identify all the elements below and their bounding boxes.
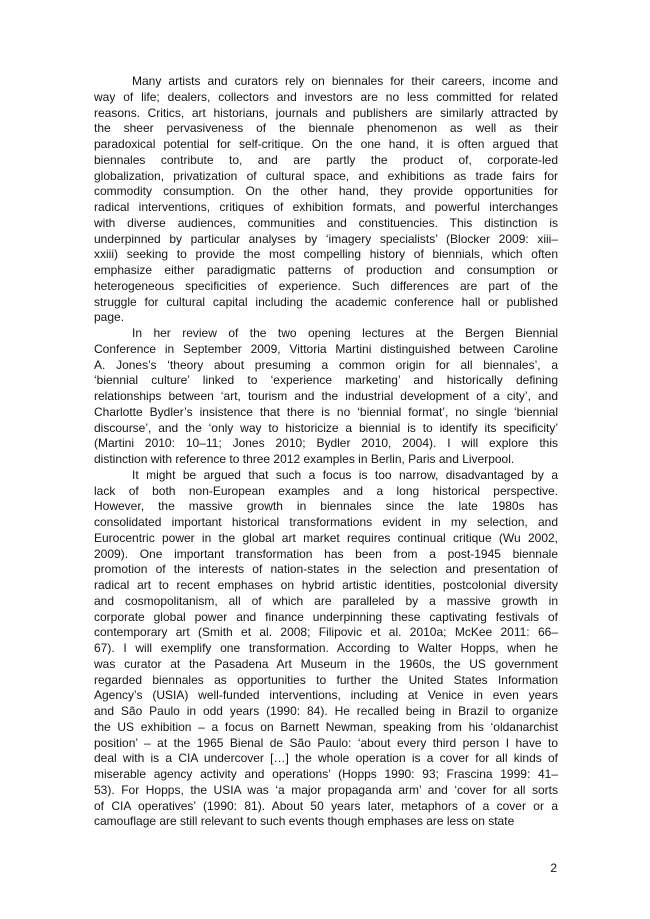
text-line: camouflage are still relevant to such events though emphases are less on state <box>94 814 515 829</box>
paragraph <box>94 468 558 830</box>
text-line: corporate global power and finance underpinning these captivating festivals of <box>94 609 558 624</box>
text-line: was curator at the Pasadena Art Museum in the 1960s, the US government <box>94 656 558 671</box>
text-line: paradoxical potential for self-critique. On the one hand, it is often argued that <box>94 137 558 151</box>
page-text-block <box>94 74 558 830</box>
text-line: page. <box>94 310 125 325</box>
text-line: (Martini 2010: 10–11; Jones 2010; Bydler 2010, 2004). I will explore this <box>94 436 558 451</box>
text-line: and cosmopolitanism, all of which are paralleled by a massive growth in <box>94 593 558 608</box>
text-line: radical art to recent emphases on hybrid artistic identities, postcolonial diversity <box>94 578 558 592</box>
text-line: position’ – at the 1965 Bienal de São Paulo: ‘about every third person I have to <box>94 735 558 750</box>
text-line: discourse’, and the ‘only way to historicize a biennial is to identify its specificity’ <box>94 420 558 435</box>
text-line: Charlotte Bydler’s insistence that there is no ‘biennial format’, no single ‘biennial <box>94 404 558 419</box>
text-line: the US exhibition – a focus on Barnett Newman, speaking from his ‘oldanarchist <box>94 719 558 734</box>
text-line: with diverse audiences, communities and constituencies. This distinction is <box>94 215 558 230</box>
text-line: Conference in September 2009, Vittoria Martini distinguished between Caroline <box>94 341 558 356</box>
text-line: globalization, privatization of cultural space, and exhibitions as trade fairs for <box>94 168 558 183</box>
text-line: It might be argued that such a focus is too narrow, disadvantaged by a <box>132 467 558 482</box>
text-line: heterogeneous specificities of experience. Such differences are part of the <box>94 278 558 293</box>
text-line: promotion of the interests of nation-states in the selection and presentation of <box>94 562 558 577</box>
text-line: regarded biennales as opportunities to further the United States Information <box>94 672 558 687</box>
text-line: Agency’s (USIA) well-funded interventions, including at Venice in even years <box>94 688 558 703</box>
text-line: However, the massive growth in biennales since the late 1980s has <box>94 499 558 514</box>
text-line: Many artists and curators rely on biennales for their careers, income and <box>132 74 558 88</box>
text-line: emphasize either paradigmatic patterns of production and consumption or <box>94 263 558 277</box>
text-line: way of life; dealers, collectors and investors are no less committed for related <box>94 89 558 104</box>
text-line: lack of both non-European examples and a long historical perspective. <box>94 483 558 498</box>
text-line: deal with is a CIA undercover […] the whole operation is a cover for all kinds of <box>94 751 558 766</box>
text-line: struggle for cultural capital including the academic conference hall or published <box>94 294 558 309</box>
text-line: In her review of the two opening lectures at the Bergen Biennial <box>132 326 558 340</box>
text-line: biennales contribute to, and are partly the product of, corporate-led <box>94 152 558 167</box>
text-line: relationships between ‘art, tourism and the industrial development of a city’, and <box>94 389 558 403</box>
text-line: consolidated important historical transformations evident in my selection, and <box>94 515 558 529</box>
paragraph <box>94 74 558 326</box>
text-line: of CIA operatives’ (1990: 81). About 50 years later, metaphors of a cover or a <box>94 798 558 813</box>
text-line: underpinned by particular analyses by ‘imagery specialists’ (Blocker 2009: xiii– <box>94 231 558 246</box>
text-line: commodity consumption. On the other hand, they provide opportunities for <box>94 184 558 199</box>
text-line: xxiii) seeking to provide the most compelling history of biennials, which often <box>94 247 558 262</box>
text-line: miserable agency activity and operations’ (Hopps 1990: 93; Frascina 1999: 41– <box>94 767 558 781</box>
text-line: distinction with reference to three 2012 examples in Berlin, Paris and Liverpool. <box>94 452 515 466</box>
text-line: A. Jones’s ‘theory about presuming a common origin for all biennales’, a <box>94 357 558 372</box>
text-line: the sheer pervasiveness of the biennale phenomenon as well as their <box>94 121 558 136</box>
text-line: Eurocentric power in the global art market requires continual critique (Wu 2002, <box>94 530 558 545</box>
text-line: 53). For Hopps, the USIA was ‘a major propaganda arm’ and ‘cover for all sorts <box>94 782 558 797</box>
page-number: 2 <box>550 861 557 875</box>
text-line: radical interventions, critiques of exhibition formats, and powerful interchanges <box>94 200 558 214</box>
text-line: contemporary art (Smith et al. 2008; Filipovic et al. 2010a; McKee 2011: 66– <box>94 625 558 640</box>
text-line: reasons. Critics, art historians, journals and publishers are similarly attracted by <box>94 105 558 120</box>
text-line: 2009). One important transformation has been from a post-1945 biennale <box>94 546 558 561</box>
text-line: 67). I will exemplify one transformation. According to Walter Hopps, when he <box>94 641 558 655</box>
text-line: and São Paulo in odd years (1990: 84). He recalled being in Brazil to organize <box>94 704 558 718</box>
paragraph <box>94 326 558 468</box>
text-line: ‘biennial culture’ linked to ‘experience marketing’ and historically defining <box>94 373 558 388</box>
